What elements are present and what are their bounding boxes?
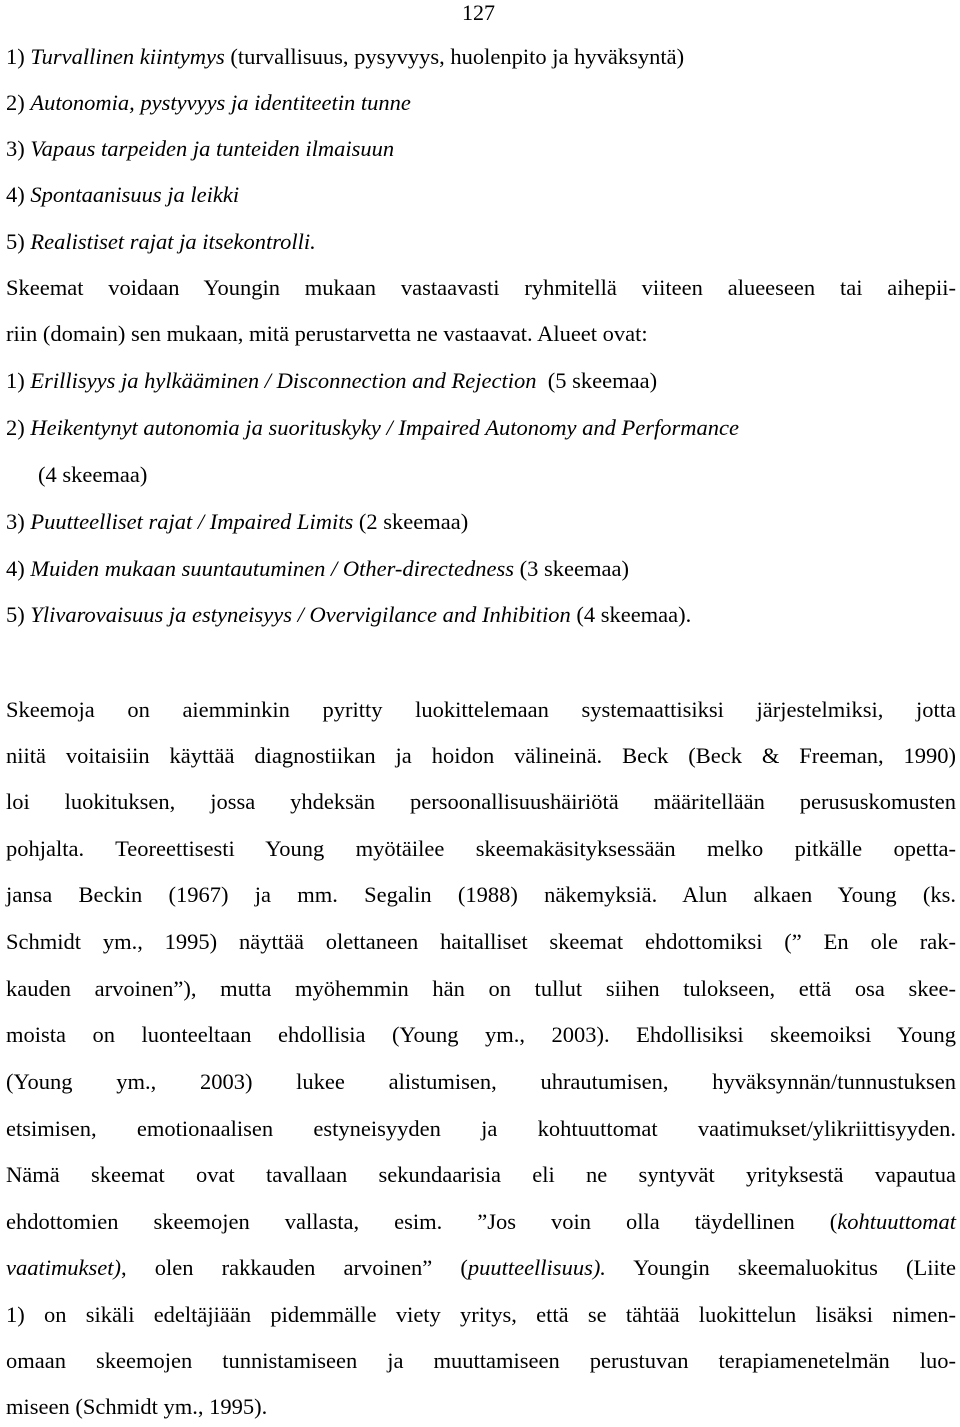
paragraph-line: moista on luonteeltaan ehdollisia (Young ym., 2003). Ehdollisiksi skeemoiksi Young — [6, 1022, 956, 1047]
needs-list-item: 2) Autonomia, pystyvyys ja identiteetin tunne — [6, 90, 411, 115]
paragraph-line: ehdottomien skeemojen vallasta, esim. ”Jos voin olla täydellinen (kohtuuttomat — [6, 1209, 956, 1234]
paragraph-line: etsimisen, emotionaalisen estyneisyyden ja kohtuuttomat vaatimukset/ylikriittisyyden. — [6, 1116, 956, 1141]
domain-list-item-continued: (4 skeemaa) — [38, 462, 148, 487]
needs-list-item: 3) Vapaus tarpeiden ja tunteiden ilmaisuun — [6, 136, 395, 161]
paragraph-line: jansa Beckin (1967) ja mm. Segalin (1988) näkemyksiä. Alun alkaen Young (ks. — [6, 882, 956, 907]
page-number: 127 — [462, 0, 495, 25]
intro-line: riin (domain) sen mukaan, mitä perustarvetta ne vastaavat. Alueet ovat: — [6, 321, 648, 346]
needs-list-item: 1) Turvallinen kiintymys (turvallisuus, pysyvyys, huolenpito ja hyväksyntä) — [6, 44, 685, 69]
domain-list-item: 5) Ylivarovaisuus ja estyneisyys / Overvigilance and Inhibition (4 skeemaa). — [6, 602, 692, 627]
domain-list-item: 3) Puutteelliset rajat / Impaired Limits (2 skeemaa) — [6, 509, 469, 534]
paragraph-line: Schmidt ym., 1995) näyttää olettaneen haitalliset skeemat ehdottomiksi (” En ole rak- — [6, 929, 956, 954]
needs-list-item: 5) Realistiset rajat ja itsekontrolli. — [6, 229, 316, 254]
domain-list-item: 1) Erillisyys ja hylkääminen / Disconnection and Rejection (5 skeemaa) — [6, 368, 658, 393]
intro-line: Skeemat voidaan Youngin mukaan vastaavasti ryhmitellä viiteen alueeseen tai aihepii- — [6, 275, 956, 300]
domain-list-item: 4) Muiden mukaan suuntautuminen / Other-directedness (3 skeemaa) — [6, 556, 629, 581]
paragraph-line: kauden arvoinen”), mutta myöhemmin hän on tullut siihen tulokseen, että osa skee- — [6, 976, 956, 1001]
paragraph-line: (Young ym., 2003) lukee alistumisen, uhrautumisen, hyväksynnän/tunnustuksen — [6, 1069, 956, 1094]
paragraph-line: miseen (Schmidt ym., 1995). — [6, 1394, 268, 1419]
needs-list-item: 4) Spontaanisuus ja leikki — [6, 182, 240, 207]
paragraph-line: pohjalta. Teoreettisesti Young myötäilee skeemakäsityksessään melko pitkälle opetta- — [6, 836, 956, 861]
paragraph-line: 1) on sikäli edeltäjiään pidemmälle viety yritys, että se tähtää luokittelun lisäksi nimen- — [6, 1302, 956, 1327]
paragraph-line: Skeemoja on aiemminkin pyritty luokittelemaan systemaattisiksi järjestelmiksi, jotta — [6, 697, 956, 722]
paragraph-line: niitä voitaisiin käyttää diagnostiikan ja hoidon välineinä. Beck (Beck & Freeman, 1990) — [6, 743, 956, 768]
domain-list-item: 2) Heikentynyt autonomia ja suorituskyky / Impaired Autonomy and Performance — [6, 415, 739, 440]
paragraph-line: Nämä skeemat ovat tavallaan sekundaarisia eli ne syntyvät yrityksestä vapautua — [6, 1162, 956, 1187]
paragraph-line: omaan skeemojen tunnistamiseen ja muuttamiseen perustuvan terapiamenetelmän luo- — [6, 1348, 956, 1373]
paragraph-line: loi luokituksen, jossa yhdeksän persoonallisuushäiriötä määritellään perususkomusten — [6, 789, 956, 814]
paragraph-line: vaatimukset), olen rakkauden arvoinen” (puutteellisuus). Youngin skeemaluokitus (Liite — [6, 1255, 956, 1280]
